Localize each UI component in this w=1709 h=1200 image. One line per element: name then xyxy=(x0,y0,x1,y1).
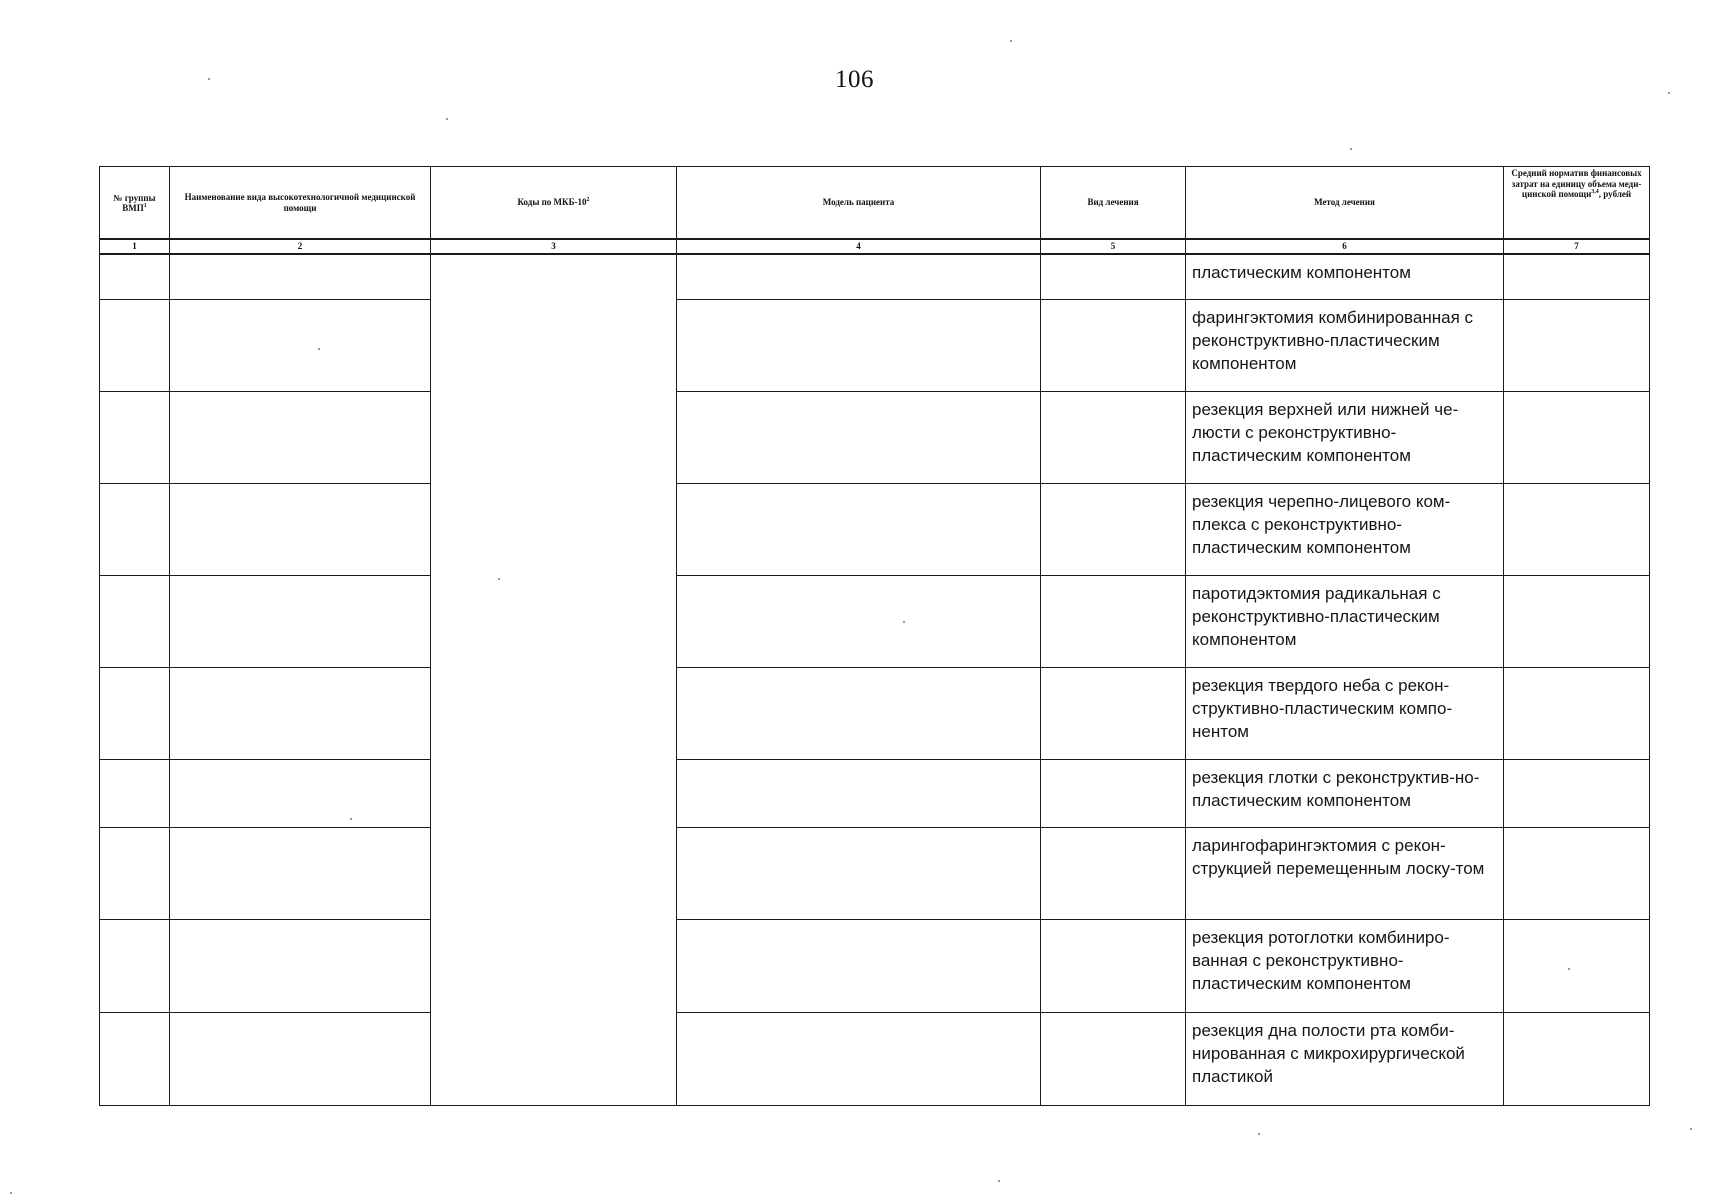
cell-care-type-name xyxy=(170,391,431,483)
scan-speck xyxy=(350,818,352,820)
table-row xyxy=(100,254,1650,299)
cell-financial-norm xyxy=(1504,919,1650,1012)
column-number: 7 xyxy=(1504,239,1650,254)
cell-care-type-name xyxy=(170,254,431,299)
cell-financial-norm xyxy=(1504,254,1650,299)
column-number: 5 xyxy=(1041,239,1186,254)
cell-financial-norm xyxy=(1504,391,1650,483)
scan-speck xyxy=(998,1180,1000,1182)
header-care-type-name: Наименование вида высокотехнологичной медицинской помощи xyxy=(170,167,431,240)
cell-treatment-method: резекция твердого неба с рекон-структивно-пластическим компо-нентом xyxy=(1186,667,1504,759)
cell-care-type-name xyxy=(170,667,431,759)
column-number: 1 xyxy=(100,239,170,254)
column-number: 2 xyxy=(170,239,431,254)
cell-financial-norm xyxy=(1504,827,1650,919)
cell-financial-norm xyxy=(1504,299,1650,391)
cell-patient-model xyxy=(677,667,1041,759)
cell-patient-model xyxy=(677,759,1041,827)
cell-financial-norm xyxy=(1504,575,1650,667)
cell-treatment-type xyxy=(1041,1012,1186,1105)
cell-patient-model xyxy=(677,483,1041,575)
table-row xyxy=(100,391,1650,483)
column-number-row xyxy=(100,239,1650,254)
cell-financial-norm xyxy=(1504,667,1650,759)
cell-vmp-group xyxy=(100,299,170,391)
cell-treatment-method: паротидэктомия радикальная с реконструктивно-пластическим компонентом xyxy=(1186,575,1504,667)
cell-treatment-type xyxy=(1041,919,1186,1012)
page-number: 106 xyxy=(835,66,874,93)
scan-speck xyxy=(1568,968,1570,970)
cell-vmp-group xyxy=(100,759,170,827)
cell-care-type-name xyxy=(170,483,431,575)
table-row xyxy=(100,299,1650,391)
cell-treatment-method: фарингэктомия комбинированная с реконструктивно-пластическим компонентом xyxy=(1186,299,1504,391)
cell-treatment-method: пластическим компонентом xyxy=(1186,254,1504,299)
cell-care-type-name xyxy=(170,299,431,391)
scan-speck xyxy=(903,621,905,623)
cell-vmp-group xyxy=(100,667,170,759)
cell-vmp-group xyxy=(100,575,170,667)
cell-treatment-method: резекция глотки с реконструктив-но-пластическим компонентом xyxy=(1186,759,1504,827)
cell-treatment-type xyxy=(1041,391,1186,483)
scan-speck xyxy=(10,1192,12,1194)
cell-patient-model xyxy=(677,827,1041,919)
scan-speck xyxy=(498,578,500,580)
column-number: 3 xyxy=(431,239,677,254)
cell-treatment-type xyxy=(1041,299,1186,391)
scan-speck xyxy=(1668,92,1670,94)
scan-speck xyxy=(318,348,320,350)
cell-vmp-group xyxy=(100,391,170,483)
cell-treatment-type xyxy=(1041,827,1186,919)
cell-treatment-type xyxy=(1041,483,1186,575)
cell-care-type-name xyxy=(170,1012,431,1105)
header-treatment-type: Вид лечения xyxy=(1041,167,1186,240)
scan-speck xyxy=(208,78,210,80)
cell-vmp-group xyxy=(100,919,170,1012)
cell-patient-model xyxy=(677,919,1041,1012)
header-patient-model: Модель пациента xyxy=(677,167,1041,240)
cell-vmp-group xyxy=(100,1012,170,1105)
cell-care-type-name xyxy=(170,759,431,827)
cell-treatment-method: ларингофарингэктомия с рекон-струкцией перемещенным лоску-том xyxy=(1186,827,1504,919)
cell-treatment-method: резекция ротоглотки комбиниро-ванная с реконструктивно-пластическим компонентом xyxy=(1186,919,1504,1012)
cell-treatment-method: резекция черепно-лицевого ком-плекса с реконструктивно-пластическим компонентом xyxy=(1186,483,1504,575)
header-row xyxy=(100,167,1650,240)
scan-speck xyxy=(1010,40,1012,42)
cell-financial-norm xyxy=(1504,759,1650,827)
scan-speck xyxy=(1258,1133,1260,1135)
header-financial-norm: Средний норматив финансовых затрат на единицу объема меди-цинской помощи$^{3,4}$, рублей xyxy=(1504,167,1650,240)
header-treatment-method: Метод лечения xyxy=(1186,167,1504,240)
cell-treatment-method: резекция верхней или нижней че-люсти с реконструктивно-пластическим компонентом xyxy=(1186,391,1504,483)
cell-patient-model xyxy=(677,299,1041,391)
header-vmp-group: № группы ВМП$^1$ xyxy=(100,167,170,240)
table-row xyxy=(100,483,1650,575)
table-row xyxy=(100,759,1650,827)
cell-care-type-name xyxy=(170,575,431,667)
cell-financial-norm xyxy=(1504,483,1650,575)
cell-patient-model xyxy=(677,254,1041,299)
cell-treatment-type xyxy=(1041,759,1186,827)
scan-speck xyxy=(1690,1128,1692,1130)
scan-speck xyxy=(1350,148,1352,150)
cell-treatment-method: резекция дна полости рта комби-нированная с микрохирургической пластикой xyxy=(1186,1012,1504,1105)
table-row xyxy=(100,667,1650,759)
table-row xyxy=(100,919,1650,1012)
header-icd-codes: Коды по МКБ-$10^2$ xyxy=(431,167,677,240)
column-number: 6 xyxy=(1186,239,1504,254)
cell-patient-model xyxy=(677,391,1041,483)
cell-vmp-group xyxy=(100,254,170,299)
cell-vmp-group xyxy=(100,483,170,575)
cell-patient-model xyxy=(677,1012,1041,1105)
table-row xyxy=(100,827,1650,919)
cell-treatment-type xyxy=(1041,575,1186,667)
scan-speck xyxy=(446,118,448,120)
treatment-methods-table xyxy=(99,166,1650,1106)
table-row xyxy=(100,575,1650,667)
cell-care-type-name xyxy=(170,919,431,1012)
cell-treatment-type xyxy=(1041,254,1186,299)
cell-patient-model xyxy=(677,575,1041,667)
cell-care-type-name xyxy=(170,827,431,919)
cell-treatment-type xyxy=(1041,667,1186,759)
cell-financial-norm xyxy=(1504,1012,1650,1105)
cell-vmp-group xyxy=(100,827,170,919)
column-number: 4 xyxy=(677,239,1041,254)
cell-icd-codes xyxy=(431,254,677,1105)
table-row xyxy=(100,1012,1650,1105)
